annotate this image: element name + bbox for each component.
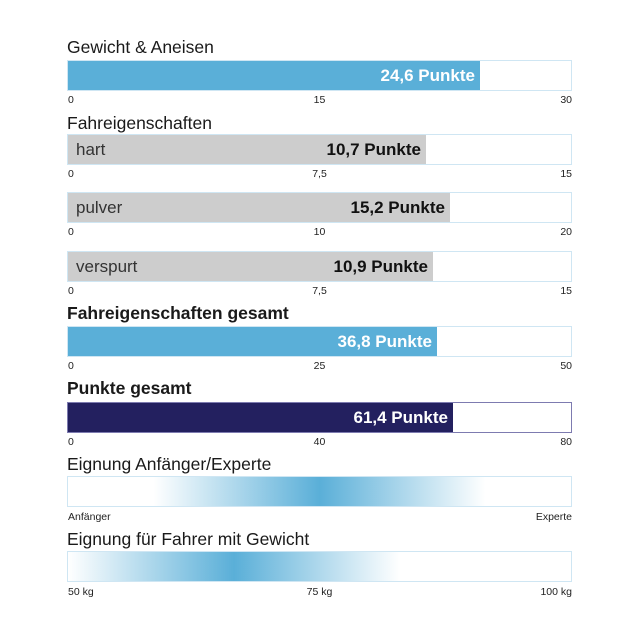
weight-bar-value-label: 24,6 Punkte <box>380 65 475 85</box>
ride-bar-hart-value-label: 10,7 Punkte <box>326 139 421 159</box>
x-tick-label: 100 kg <box>540 586 572 598</box>
x-tick-label: 7,5 <box>312 168 327 180</box>
skill-suitability-bar <box>67 476 572 507</box>
x-tick-label: 15 <box>560 168 572 180</box>
x-tick-label: 15 <box>313 94 326 106</box>
points-total-bar-frame <box>67 402 572 433</box>
ride-bar-hart-frame <box>67 134 572 165</box>
x-tick-label: 0 <box>68 436 74 448</box>
ride-bar-pulver-category-label: pulver <box>76 197 123 217</box>
ride-total-bar-value-label: 36,8 Punkte <box>337 331 432 351</box>
x-tick-label: 10 <box>313 226 326 238</box>
points-total-bar-value-label: 61,4 Punkte <box>353 407 448 427</box>
x-tick-label: 25 <box>313 360 326 372</box>
x-tick-label: 75 kg <box>306 586 333 598</box>
x-tick-label: 50 kg <box>68 586 94 598</box>
chart-title: Eignung für Fahrer mit Gewicht <box>67 529 310 549</box>
x-tick-label: 7,5 <box>312 285 327 297</box>
x-tick-label: 20 <box>560 226 572 238</box>
ride-bar-pulver-frame <box>67 192 572 223</box>
chart-title: Fahreigenschaften gesamt <box>67 303 289 323</box>
x-tick-label: 40 <box>313 436 326 448</box>
x-tick-label: 30 <box>560 94 572 106</box>
chart-title: Gewicht & Aneisen <box>67 37 214 57</box>
x-tick-label: 0 <box>68 94 74 106</box>
ride-bar-pulver-value-label: 15,2 Punkte <box>350 197 445 217</box>
x-tick-label: 15 <box>560 285 572 297</box>
x-tick-label: Anfänger <box>68 511 111 523</box>
x-tick-label: Experte <box>535 511 572 523</box>
ride-bar-verspurt-value-label: 10,9 Punkte <box>333 256 428 276</box>
rider-weight-suitability-bar <box>67 551 572 582</box>
x-tick-label: 0 <box>68 226 74 238</box>
ride-total-bar-frame <box>67 326 572 357</box>
ride-bar-verspurt-category-label: verspurt <box>76 256 138 276</box>
x-tick-label: 0 <box>68 168 74 180</box>
x-tick-label: 0 <box>68 360 74 372</box>
x-tick-label: 80 <box>560 436 572 448</box>
chart-title: Fahreigenschaften <box>67 113 212 133</box>
chart-title: Punkte gesamt <box>67 378 192 398</box>
ride-bar-hart-category-label: hart <box>76 139 106 159</box>
x-tick-label: 0 <box>68 285 74 297</box>
x-tick-label: 50 <box>560 360 572 372</box>
weight-bar-frame <box>67 60 572 91</box>
ride-bar-verspurt-frame <box>67 251 572 282</box>
chart-title: Eignung Anfänger/Experte <box>67 454 272 474</box>
